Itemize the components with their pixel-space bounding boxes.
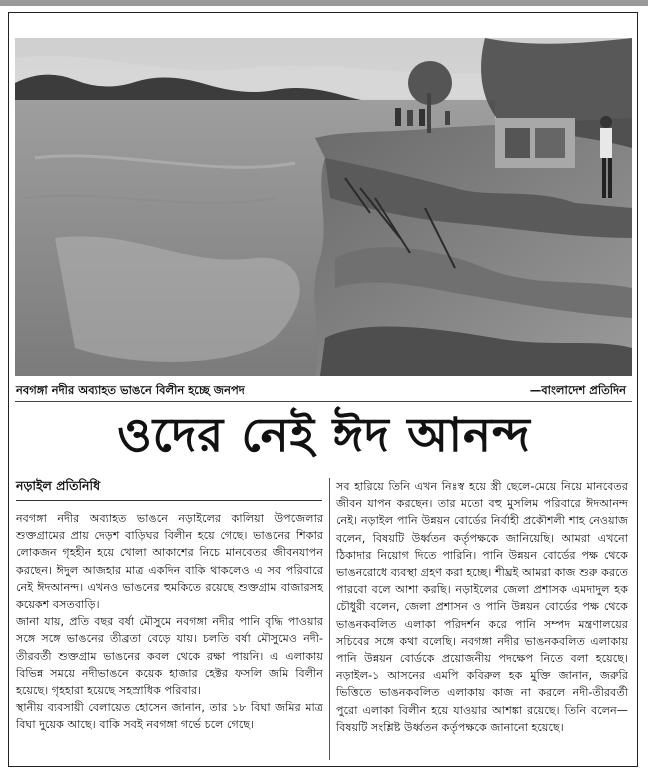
photo-caption: নবগঙ্গা নদীর অব্যাহত ভাঙনে বিলীন হচ্ছে জনপদ	[16, 383, 245, 397]
column-divider	[329, 478, 330, 760]
news-photo	[15, 38, 632, 376]
paragraph: নবগঙ্গা নদীর অব্যাহত ভাঙনে নড়াইলের কালিয়া উপজেলার শুক্তগ্রামের প্রায় দেড়শ বাড়িঘর বিলীন হয়ে গেছে। ভাঙনের শিকার লোকজন গৃহহীন হয়ে খোলা আকাশের নিচে মানবেতর জীবনযাপন করছেন। ঈদুল আজহার মাত্র একদিন বাকি থাকলেও এ সব পরিবারে নেই ঈদআনন্দ। এখনও ভাঙনের হুমকিতে রয়েছে শুক্তগ্রাম বাজারসহ কয়েকশ বসতবাড়ি।	[16, 512, 323, 612]
paragraph: জানা যায়, প্রতি বছর বর্ষা মৌসুমে নবগঙ্গা নদীর পানি বৃদ্ধি পাওয়ার সঙ্গে সঙ্গে ভাঙনের তীব্রতা বেড়ে যায়। চলতি বর্ষা মৌসুমেও নদী-তীরবর্তী শুক্তগ্রাম ভাঙনের কবল থেকে রক্ষা পায়নি। এ এলাকায় বিভিন্ন সময়ে নদীভাঙনে কয়েক হাজার হেক্টর ফসলি জমি বিলীন হয়েছে। গৃহহারা হয়েছে সহস্রাধিক পরিবার।	[16, 615, 323, 698]
paragraph: সব হারিয়ে তিনি এখন নিঃস্ব হয়ে স্ত্রী ছেলে-মেয়ে নিয়ে মানবেতর জীবন যাপন করছেন। তার মতো বহু মুসলিম পরিবারে ঈদআনন্দ নেই। নড়াইল পানি উন্নয়ন বোর্ডের নির্বাহী প্রকৌশলী শাহ নেওয়াজ বলেন, বিষয়টি উর্ধ্বতন কর্তৃপক্ষকে জানিয়েছি। আমরা এখনো ঠিকাদার নিয়োগ দিতে পারিনি। পানি উন্নয়ন বোর্ডের পক্ষ থেকে ভাঙনরোধে ব্যবস্থা গ্রহণ করা হচ্ছে। শীঘ্রই আমরা কাজ শুরু করতে পারবো বলে আশা করছি। নড়াইলের জেলা প্রশাসক এমদাদুল হক চৌধুরী বলেন, জেলা প্রশাসন ও পানি উন্নয়ন বোর্ডের পক্ষ থেকে ভাঙনকবলিত এলাকা পরিদর্শন করে পানি সম্পদ মন্ত্রণালয়ের সচিবের সঙ্গে কথা বলেছি। নবগঙ্গা নদীর ভাঙনকবলিত এলাকায় পানি উন্নয়ন বোর্ডকে প্রয়োজনীয় পদক্ষেপ নিতে বলা হয়েছে। নড়াইল-১ আসনের এমপি কবিরুল হক মুক্তি জানান, জরুরি ভিত্তিতে ভাঙনকবলিত এলাকায় কাজ না করলে নদী-তীরবর্তী পুরো এলাকা বিলীন হয়ে যাওয়ার আশঙ্কা রয়েছে। তিনি বলেন—বিষয়টি সংশ্লিষ্ট উর্ধ্বতন কর্তৃপক্ষকে জানানো হয়েছে।	[336, 480, 628, 734]
caption-divider	[15, 401, 632, 402]
byline: নড়াইল প্রতিনিধি	[16, 478, 101, 493]
photo-credit: —বাংলাদেশ প্রতিদিন	[529, 383, 626, 397]
paragraph: স্থানীয় ব্যবসায়ী বেলায়েত হোসেন জানান, তার ১৮ বিঘা জমির মাত্র বিঘা দুয়েক আছে। বাকি সবই নবগঙ্গা গর্ভে চলে গেছে।	[16, 701, 323, 732]
article-column-1	[16, 510, 323, 734]
byline-divider	[16, 500, 322, 501]
article-column-2	[336, 478, 628, 736]
headline: ওদের নেই ঈদ আনন্দ	[117, 408, 531, 463]
top-gray-bar	[0, 0, 648, 6]
